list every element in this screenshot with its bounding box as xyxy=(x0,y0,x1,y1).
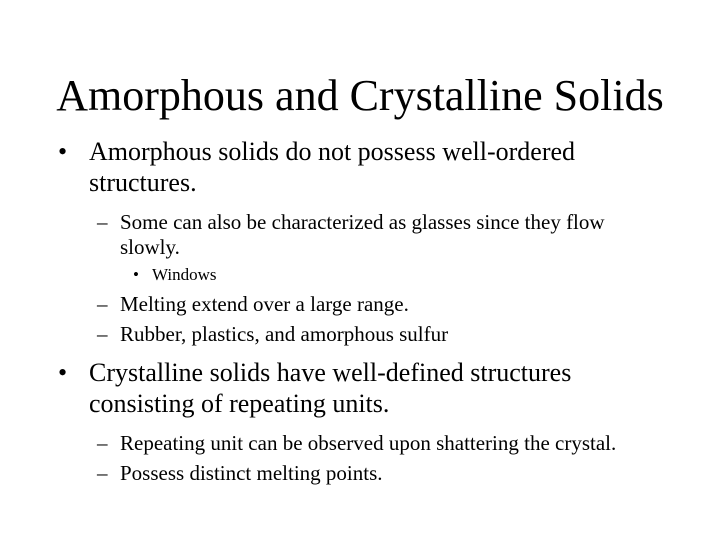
bullet-text: Crystalline solids have well-defined structures consisting of repeating units. xyxy=(89,358,572,418)
sub-bullet-marker: – xyxy=(97,431,108,455)
sub-sub-bullet-windows xyxy=(0,265,720,285)
sub-bullet-melting-range xyxy=(0,292,720,317)
sub-bullet-text: Some can also be characterized as glasses since they flow slowly. xyxy=(120,210,605,259)
sub-bullet-glasses xyxy=(0,210,720,260)
slide-body xyxy=(0,136,720,486)
slide-title: Amorphous and Crystalline Solids xyxy=(56,71,664,120)
sub-bullet-marker: – xyxy=(97,292,108,316)
sub-sub-bullet-marker: • xyxy=(133,265,139,284)
sub-bullet-text: Repeating unit can be observed upon shattering the crystal. xyxy=(120,431,617,455)
sub-bullet-text: Melting extend over a large range. xyxy=(120,292,409,316)
sub-bullet-repeating-unit xyxy=(0,431,720,456)
sub-bullet-text: Rubber, plastics, and amorphous sulfur xyxy=(120,322,449,346)
bullet-marker: • xyxy=(58,358,68,387)
bullet-amorphous xyxy=(0,136,720,198)
bullet-crystalline xyxy=(0,357,720,419)
bullet-text: Amorphous solids do not possess well-ordered structures. xyxy=(89,137,576,197)
sub-bullet-text: Possess distinct melting points. xyxy=(120,461,383,485)
sub-bullet-marker: – xyxy=(97,461,108,485)
sub-sub-bullet-text: Windows xyxy=(152,265,217,284)
bullet-marker: • xyxy=(58,137,68,166)
sub-bullet-examples xyxy=(0,322,720,347)
sub-bullet-marker: – xyxy=(97,322,108,346)
sub-bullet-marker: – xyxy=(97,210,108,234)
sub-bullet-melting-points xyxy=(0,461,720,486)
